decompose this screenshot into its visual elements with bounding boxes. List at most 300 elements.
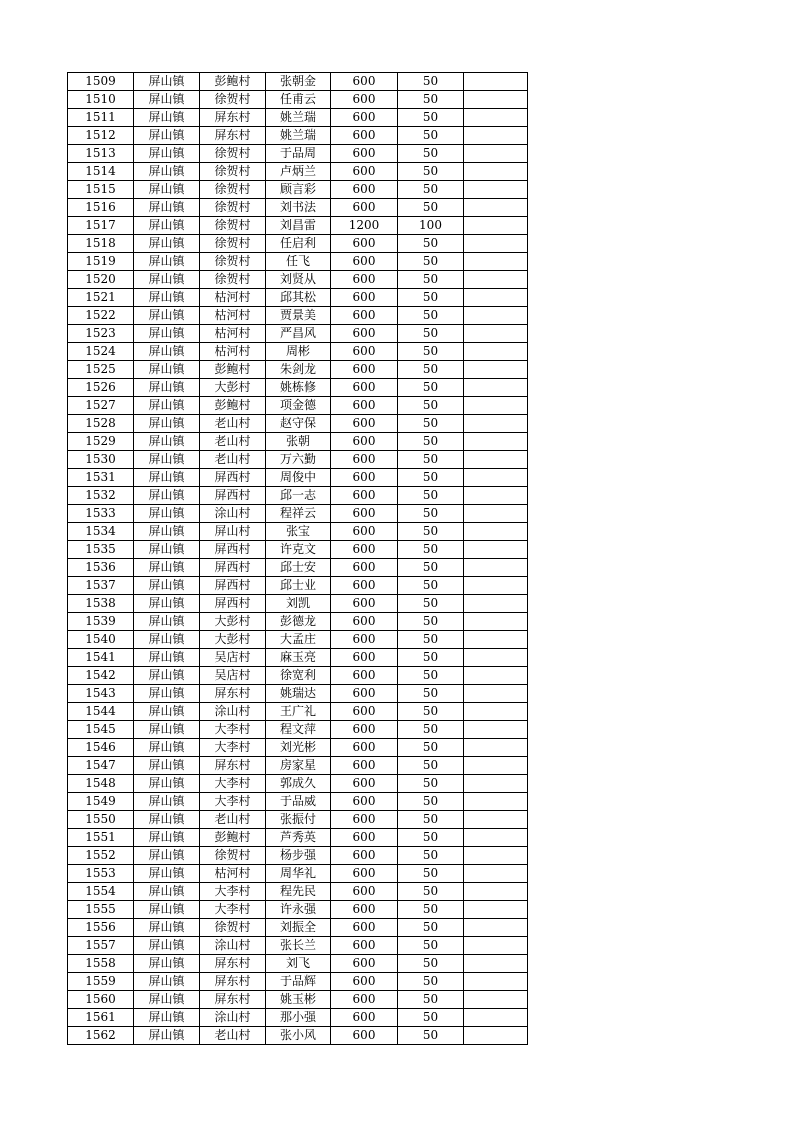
row-number-cell: 1540 — [68, 631, 134, 649]
name-cell: 杨步强 — [266, 847, 331, 865]
count-cell: 50 — [398, 163, 464, 181]
village-cell: 屏东村 — [200, 973, 266, 991]
village-cell: 屏东村 — [200, 685, 266, 703]
town-cell: 屏山镇 — [134, 775, 200, 793]
note-cell — [464, 199, 528, 217]
amount-cell: 600 — [331, 703, 398, 721]
row-number-cell: 1537 — [68, 577, 134, 595]
name-cell: 任飞 — [266, 253, 331, 271]
count-cell: 50 — [398, 397, 464, 415]
town-cell: 屏山镇 — [134, 379, 200, 397]
town-cell: 屏山镇 — [134, 415, 200, 433]
name-cell: 程先民 — [266, 883, 331, 901]
count-cell: 50 — [398, 685, 464, 703]
name-cell: 邱士安 — [266, 559, 331, 577]
village-cell: 老山村 — [200, 1027, 266, 1045]
table-row — [68, 955, 528, 973]
note-cell — [464, 883, 528, 901]
amount-cell: 600 — [331, 649, 398, 667]
count-cell: 50 — [398, 901, 464, 919]
table-row — [68, 1009, 528, 1027]
row-number-cell: 1547 — [68, 757, 134, 775]
row-number-cell: 1532 — [68, 487, 134, 505]
count-cell: 50 — [398, 433, 464, 451]
town-cell: 屏山镇 — [134, 289, 200, 307]
row-number-cell: 1519 — [68, 253, 134, 271]
town-cell: 屏山镇 — [134, 559, 200, 577]
note-cell — [464, 361, 528, 379]
name-cell: 许永强 — [266, 901, 331, 919]
count-cell: 50 — [398, 451, 464, 469]
note-cell — [464, 649, 528, 667]
name-cell: 邱其松 — [266, 289, 331, 307]
town-cell: 屏山镇 — [134, 505, 200, 523]
row-number-cell: 1538 — [68, 595, 134, 613]
name-cell: 任甫云 — [266, 91, 331, 109]
village-cell: 徐贺村 — [200, 217, 266, 235]
count-cell: 50 — [398, 937, 464, 955]
name-cell: 周华礼 — [266, 865, 331, 883]
village-cell: 屏东村 — [200, 109, 266, 127]
count-cell: 50 — [398, 469, 464, 487]
row-number-cell: 1531 — [68, 469, 134, 487]
note-cell — [464, 703, 528, 721]
town-cell: 屏山镇 — [134, 595, 200, 613]
note-cell — [464, 541, 528, 559]
note-cell — [464, 559, 528, 577]
count-cell: 50 — [398, 253, 464, 271]
table-row — [68, 379, 528, 397]
name-cell: 刘振全 — [266, 919, 331, 937]
count-cell: 50 — [398, 973, 464, 991]
row-number-cell: 1555 — [68, 901, 134, 919]
table-row — [68, 163, 528, 181]
count-cell: 50 — [398, 775, 464, 793]
row-number-cell: 1513 — [68, 145, 134, 163]
table-row — [68, 631, 528, 649]
village-cell: 徐贺村 — [200, 91, 266, 109]
name-cell: 那小强 — [266, 1009, 331, 1027]
amount-cell: 600 — [331, 865, 398, 883]
table-row — [68, 865, 528, 883]
village-cell: 老山村 — [200, 433, 266, 451]
table-row — [68, 487, 528, 505]
village-cell: 徐贺村 — [200, 253, 266, 271]
village-cell: 涂山村 — [200, 1009, 266, 1027]
village-cell: 老山村 — [200, 811, 266, 829]
table-row — [68, 757, 528, 775]
name-cell: 刘飞 — [266, 955, 331, 973]
amount-cell: 600 — [331, 901, 398, 919]
amount-cell: 600 — [331, 937, 398, 955]
town-cell: 屏山镇 — [134, 361, 200, 379]
name-cell: 芦秀英 — [266, 829, 331, 847]
table-row — [68, 649, 528, 667]
amount-cell: 600 — [331, 775, 398, 793]
count-cell: 50 — [398, 631, 464, 649]
town-cell: 屏山镇 — [134, 541, 200, 559]
note-cell — [464, 847, 528, 865]
note-cell — [464, 163, 528, 181]
count-cell: 50 — [398, 721, 464, 739]
town-cell: 屏山镇 — [134, 883, 200, 901]
name-cell: 贾景美 — [266, 307, 331, 325]
count-cell: 50 — [398, 955, 464, 973]
table-row — [68, 613, 528, 631]
count-cell: 50 — [398, 595, 464, 613]
town-cell: 屏山镇 — [134, 703, 200, 721]
amount-cell: 600 — [331, 397, 398, 415]
table-row — [68, 937, 528, 955]
table-row — [68, 127, 528, 145]
name-cell: 张振付 — [266, 811, 331, 829]
amount-cell: 600 — [331, 73, 398, 91]
town-cell: 屏山镇 — [134, 199, 200, 217]
row-number-cell: 1542 — [68, 667, 134, 685]
town-cell: 屏山镇 — [134, 919, 200, 937]
name-cell: 房家星 — [266, 757, 331, 775]
town-cell: 屏山镇 — [134, 631, 200, 649]
amount-cell: 600 — [331, 271, 398, 289]
name-cell: 于品周 — [266, 145, 331, 163]
row-number-cell: 1541 — [68, 649, 134, 667]
amount-cell: 600 — [331, 559, 398, 577]
town-cell: 屏山镇 — [134, 451, 200, 469]
town-cell: 屏山镇 — [134, 253, 200, 271]
table-row — [68, 739, 528, 757]
count-cell: 50 — [398, 757, 464, 775]
town-cell: 屏山镇 — [134, 523, 200, 541]
amount-cell: 600 — [331, 577, 398, 595]
count-cell: 50 — [398, 541, 464, 559]
amount-cell: 600 — [331, 181, 398, 199]
village-cell: 徐贺村 — [200, 199, 266, 217]
village-cell: 枯河村 — [200, 307, 266, 325]
note-cell — [464, 1027, 528, 1045]
town-cell: 屏山镇 — [134, 325, 200, 343]
amount-cell: 600 — [331, 541, 398, 559]
village-cell: 徐贺村 — [200, 145, 266, 163]
table-row — [68, 325, 528, 343]
village-cell: 枯河村 — [200, 289, 266, 307]
row-number-cell: 1543 — [68, 685, 134, 703]
town-cell: 屏山镇 — [134, 865, 200, 883]
village-cell: 屏西村 — [200, 577, 266, 595]
village-cell: 吴店村 — [200, 649, 266, 667]
row-number-cell: 1525 — [68, 361, 134, 379]
row-number-cell: 1546 — [68, 739, 134, 757]
name-cell: 程文萍 — [266, 721, 331, 739]
note-cell — [464, 973, 528, 991]
name-cell: 程祥云 — [266, 505, 331, 523]
amount-cell: 600 — [331, 145, 398, 163]
town-cell: 屏山镇 — [134, 1027, 200, 1045]
village-cell: 屏西村 — [200, 559, 266, 577]
row-number-cell: 1511 — [68, 109, 134, 127]
name-cell: 张朝 — [266, 433, 331, 451]
count-cell: 50 — [398, 109, 464, 127]
village-cell: 彭鲍村 — [200, 397, 266, 415]
village-cell: 大李村 — [200, 739, 266, 757]
town-cell: 屏山镇 — [134, 163, 200, 181]
name-cell: 张朝金 — [266, 73, 331, 91]
amount-cell: 600 — [331, 235, 398, 253]
row-number-cell: 1521 — [68, 289, 134, 307]
town-cell: 屏山镇 — [134, 91, 200, 109]
row-number-cell: 1524 — [68, 343, 134, 361]
amount-cell: 600 — [331, 1027, 398, 1045]
count-cell: 50 — [398, 325, 464, 343]
row-number-cell: 1523 — [68, 325, 134, 343]
amount-cell: 600 — [331, 883, 398, 901]
town-cell: 屏山镇 — [134, 1009, 200, 1027]
note-cell — [464, 739, 528, 757]
village-cell: 屏西村 — [200, 595, 266, 613]
count-cell: 50 — [398, 73, 464, 91]
note-cell — [464, 253, 528, 271]
count-cell: 50 — [398, 199, 464, 217]
town-cell: 屏山镇 — [134, 217, 200, 235]
name-cell: 邱士业 — [266, 577, 331, 595]
note-cell — [464, 811, 528, 829]
row-number-cell: 1545 — [68, 721, 134, 739]
note-cell — [464, 343, 528, 361]
village-cell: 涂山村 — [200, 937, 266, 955]
name-cell: 刘书法 — [266, 199, 331, 217]
table-row — [68, 595, 528, 613]
note-cell — [464, 901, 528, 919]
note-cell — [464, 793, 528, 811]
village-cell: 大李村 — [200, 721, 266, 739]
amount-cell: 600 — [331, 415, 398, 433]
row-number-cell: 1509 — [68, 73, 134, 91]
village-cell: 徐贺村 — [200, 271, 266, 289]
town-cell: 屏山镇 — [134, 847, 200, 865]
table-row — [68, 829, 528, 847]
name-cell: 任启利 — [266, 235, 331, 253]
town-cell: 屏山镇 — [134, 901, 200, 919]
row-number-cell: 1553 — [68, 865, 134, 883]
row-number-cell: 1544 — [68, 703, 134, 721]
table-row — [68, 361, 528, 379]
village-cell: 屏东村 — [200, 991, 266, 1009]
note-cell — [464, 379, 528, 397]
village-cell: 屏山村 — [200, 523, 266, 541]
row-number-cell: 1556 — [68, 919, 134, 937]
amount-cell: 600 — [331, 343, 398, 361]
town-cell: 屏山镇 — [134, 757, 200, 775]
row-number-cell: 1520 — [68, 271, 134, 289]
name-cell: 彭德龙 — [266, 613, 331, 631]
amount-cell: 600 — [331, 973, 398, 991]
table-row — [68, 577, 528, 595]
note-cell — [464, 487, 528, 505]
village-cell: 大李村 — [200, 793, 266, 811]
row-number-cell: 1529 — [68, 433, 134, 451]
name-cell: 周彬 — [266, 343, 331, 361]
name-cell: 大孟庄 — [266, 631, 331, 649]
row-number-cell: 1530 — [68, 451, 134, 469]
table-row — [68, 991, 528, 1009]
table-row — [68, 793, 528, 811]
note-cell — [464, 325, 528, 343]
village-cell: 彭鲍村 — [200, 829, 266, 847]
row-number-cell: 1522 — [68, 307, 134, 325]
name-cell: 邱一志 — [266, 487, 331, 505]
amount-cell: 600 — [331, 307, 398, 325]
name-cell: 项金德 — [266, 397, 331, 415]
town-cell: 屏山镇 — [134, 973, 200, 991]
count-cell: 50 — [398, 361, 464, 379]
table-row — [68, 703, 528, 721]
count-cell: 50 — [398, 559, 464, 577]
row-number-cell: 1528 — [68, 415, 134, 433]
count-cell: 50 — [398, 577, 464, 595]
note-cell — [464, 127, 528, 145]
amount-cell: 600 — [331, 361, 398, 379]
note-cell — [464, 217, 528, 235]
table-row — [68, 73, 528, 91]
table-row — [68, 145, 528, 163]
note-cell — [464, 1009, 528, 1027]
count-cell: 50 — [398, 487, 464, 505]
note-cell — [464, 595, 528, 613]
note-cell — [464, 145, 528, 163]
row-number-cell: 1560 — [68, 991, 134, 1009]
name-cell: 麻玉亮 — [266, 649, 331, 667]
town-cell: 屏山镇 — [134, 397, 200, 415]
table-row — [68, 271, 528, 289]
village-cell: 彭鲍村 — [200, 73, 266, 91]
town-cell: 屏山镇 — [134, 811, 200, 829]
village-cell: 屏东村 — [200, 955, 266, 973]
name-cell: 姚兰瑞 — [266, 127, 331, 145]
table-row — [68, 343, 528, 361]
town-cell: 屏山镇 — [134, 649, 200, 667]
amount-cell: 600 — [331, 811, 398, 829]
name-cell: 刘凯 — [266, 595, 331, 613]
amount-cell: 600 — [331, 91, 398, 109]
note-cell — [464, 469, 528, 487]
count-cell: 50 — [398, 847, 464, 865]
table-row — [68, 883, 528, 901]
amount-cell: 600 — [331, 253, 398, 271]
amount-cell: 600 — [331, 379, 398, 397]
count-cell: 50 — [398, 613, 464, 631]
note-cell — [464, 919, 528, 937]
amount-cell: 600 — [331, 955, 398, 973]
amount-cell: 600 — [331, 127, 398, 145]
name-cell: 张小风 — [266, 1027, 331, 1045]
table-row — [68, 685, 528, 703]
town-cell: 屏山镇 — [134, 181, 200, 199]
row-number-cell: 1558 — [68, 955, 134, 973]
village-cell: 屏西村 — [200, 487, 266, 505]
table-row — [68, 289, 528, 307]
table-row — [68, 721, 528, 739]
table-row — [68, 253, 528, 271]
row-number-cell: 1549 — [68, 793, 134, 811]
amount-cell: 600 — [331, 109, 398, 127]
town-cell: 屏山镇 — [134, 127, 200, 145]
amount-cell: 600 — [331, 451, 398, 469]
row-number-cell: 1512 — [68, 127, 134, 145]
amount-cell: 600 — [331, 793, 398, 811]
name-cell: 姚瑞达 — [266, 685, 331, 703]
name-cell: 顾言彩 — [266, 181, 331, 199]
count-cell: 50 — [398, 649, 464, 667]
note-cell — [464, 775, 528, 793]
count-cell: 50 — [398, 811, 464, 829]
village-cell: 大李村 — [200, 901, 266, 919]
village-cell: 吴店村 — [200, 667, 266, 685]
village-cell: 大彭村 — [200, 613, 266, 631]
village-cell: 大李村 — [200, 883, 266, 901]
name-cell: 朱剑龙 — [266, 361, 331, 379]
table-row — [68, 901, 528, 919]
amount-cell: 600 — [331, 631, 398, 649]
village-cell: 大彭村 — [200, 379, 266, 397]
town-cell: 屏山镇 — [134, 721, 200, 739]
name-cell: 姚栋修 — [266, 379, 331, 397]
count-cell: 50 — [398, 739, 464, 757]
town-cell: 屏山镇 — [134, 955, 200, 973]
town-cell: 屏山镇 — [134, 343, 200, 361]
name-cell: 张长兰 — [266, 937, 331, 955]
village-cell: 屏西村 — [200, 469, 266, 487]
amount-cell: 600 — [331, 163, 398, 181]
name-cell: 于品辉 — [266, 973, 331, 991]
count-cell: 50 — [398, 919, 464, 937]
amount-cell: 1200 — [331, 217, 398, 235]
village-cell: 屏东村 — [200, 757, 266, 775]
count-cell: 50 — [398, 415, 464, 433]
note-cell — [464, 415, 528, 433]
name-cell: 张宝 — [266, 523, 331, 541]
row-number-cell: 1561 — [68, 1009, 134, 1027]
town-cell: 屏山镇 — [134, 433, 200, 451]
town-cell: 屏山镇 — [134, 739, 200, 757]
village-cell: 老山村 — [200, 415, 266, 433]
village-cell: 涂山村 — [200, 703, 266, 721]
village-cell: 大李村 — [200, 775, 266, 793]
row-number-cell: 1514 — [68, 163, 134, 181]
table-row — [68, 415, 528, 433]
village-cell: 屏西村 — [200, 541, 266, 559]
name-cell: 万六勤 — [266, 451, 331, 469]
village-cell: 徐贺村 — [200, 181, 266, 199]
count-cell: 50 — [398, 1027, 464, 1045]
roster-table — [67, 72, 528, 1045]
table-row — [68, 667, 528, 685]
note-cell — [464, 829, 528, 847]
amount-cell: 600 — [331, 991, 398, 1009]
count-cell: 50 — [398, 505, 464, 523]
amount-cell: 600 — [331, 919, 398, 937]
note-cell — [464, 397, 528, 415]
note-cell — [464, 523, 528, 541]
table-row — [68, 775, 528, 793]
note-cell — [464, 937, 528, 955]
table-row — [68, 91, 528, 109]
amount-cell: 600 — [331, 739, 398, 757]
row-number-cell: 1536 — [68, 559, 134, 577]
count-cell: 50 — [398, 271, 464, 289]
name-cell: 刘昌雷 — [266, 217, 331, 235]
village-cell: 徐贺村 — [200, 235, 266, 253]
amount-cell: 600 — [331, 433, 398, 451]
note-cell — [464, 955, 528, 973]
